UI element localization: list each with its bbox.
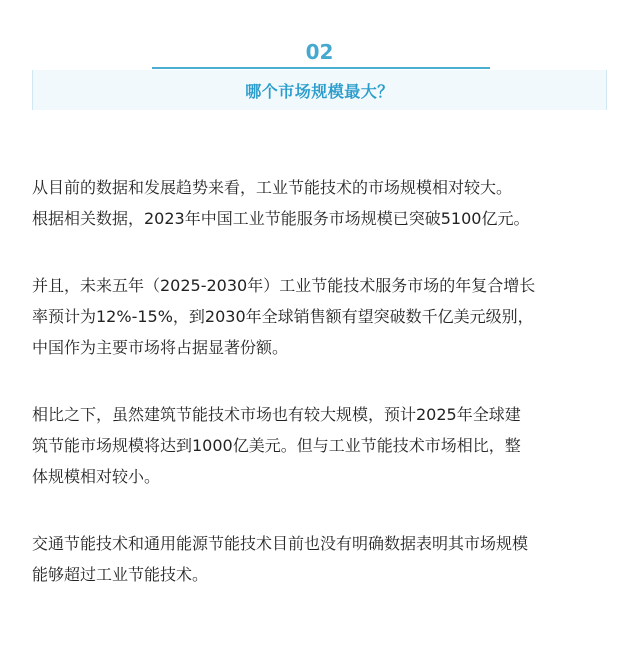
paragraph-line: 筑节能市场规模将达到1000亿美元。但与工业节能技术市场相比，整 [32, 436, 521, 455]
section-heading-box [32, 70, 607, 110]
paragraph-4 [32, 528, 610, 590]
article-body [32, 172, 610, 626]
section-number: 02 [305, 40, 334, 64]
paragraph-line: 中国作为主要市场将占据显著份额。 [32, 338, 289, 357]
paragraph-2 [32, 270, 610, 363]
paragraph-line: 体规模相对较小。 [32, 467, 161, 486]
paragraph-line: 从目前的数据和发展趋势来看，工业节能技术的市场规模相对较大。 [32, 178, 513, 197]
paragraph-line: 根据相关数据，2023年中国工业节能服务市场规模已突破5100亿元。 [32, 209, 530, 228]
section-divider [152, 67, 490, 69]
paragraph-line: 能够超过工业节能技术。 [32, 565, 209, 584]
paragraph-1 [32, 172, 610, 234]
paragraph-line: 相比之下，虽然建筑节能技术市场也有较大规模，预计2025年全球建 [32, 405, 521, 424]
paragraph-line: 率预计为12%-15%，到2030年全球销售额有望突破数千亿美元级别， [32, 307, 534, 326]
paragraph-3 [32, 399, 610, 492]
paragraph-line: 交通节能技术和通用能源节能技术目前也没有明确数据表明其市场规模 [32, 534, 529, 553]
section-heading: 哪个市场规模最大？ [245, 81, 394, 101]
paragraph-line: 并且，未来五年（2025-2030年）工业节能技术服务市场的年复合增长 [32, 276, 536, 295]
